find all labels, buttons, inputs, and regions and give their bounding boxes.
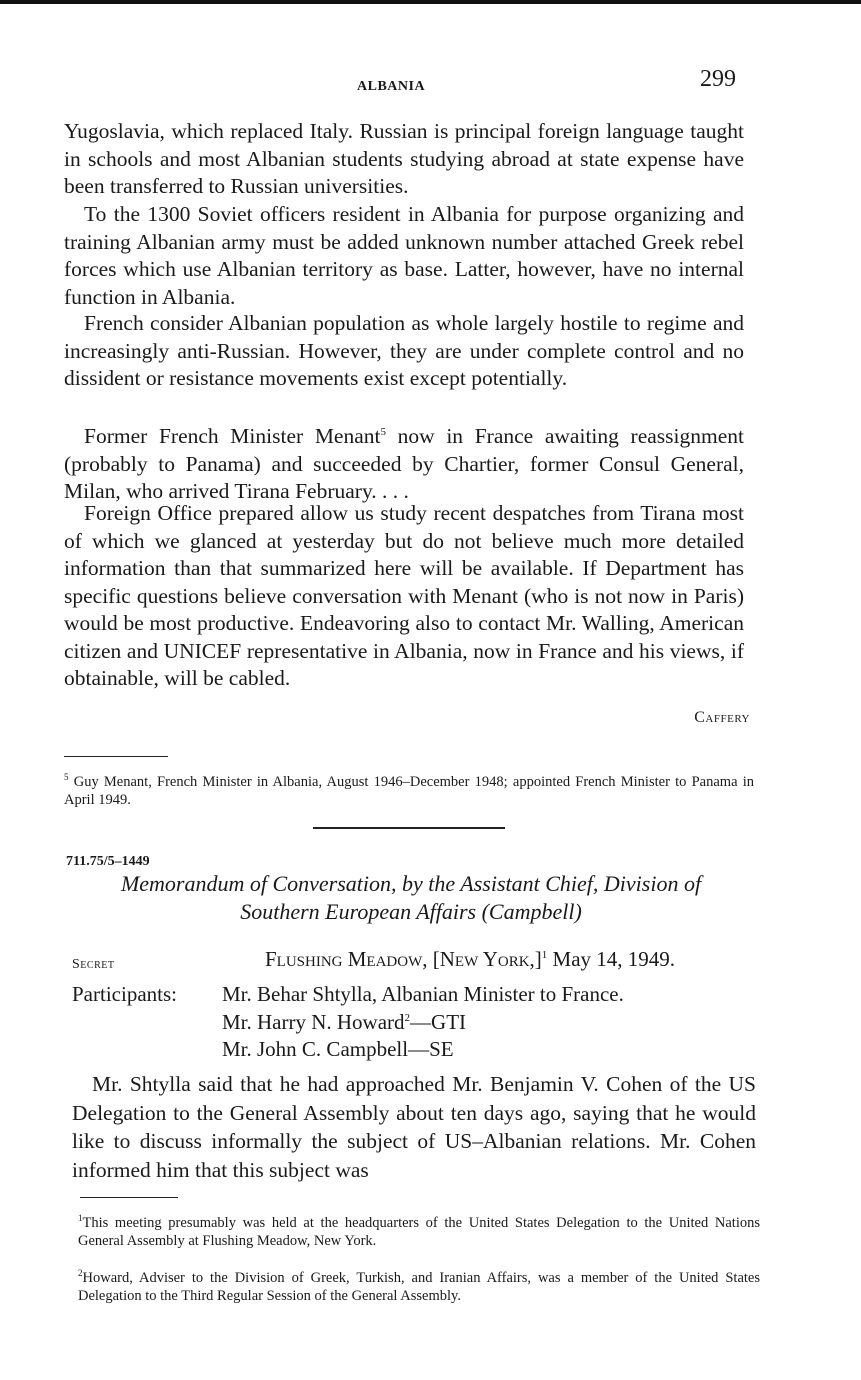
footnote-ref-5: 5 [380, 426, 386, 438]
body-paragraph-3: French consider Albanian population as whole largely hostile to regime and increasingly anti-Russian. However, they are under complete control and no dissident or resistance movements exist except potentially. [64, 311, 744, 390]
body-paragraph-2: To the 1300 Soviet officers resident in Albania for purpose organizing and training Albanian army must be added unknown number attached Greek rebel forces which use Albanian territory as base. Latter, however, have no internal function in Albania. [64, 202, 744, 309]
participant-3: Mr. John C. Campbell—SE [222, 1037, 454, 1061]
footnote-1: $^1$This meeting presumably was held at the headquarters of the United States Delegation to the United Nations General Assembly at Flushing Meadow, New York. [78, 1213, 760, 1249]
page-top-edge [0, 0, 861, 4]
participants-label: Participants: [72, 982, 177, 1006]
memo-paragraph: Mr. Shtylla said that he had approached Mr. Benjamin V. Cohen of the US Delegation to the General Assembly about ten days ago, saying that he would like to discuss informally the subject of US–Albanian relations. Mr. Cohen informed him that this subject was [72, 1072, 756, 1182]
body-paragraph-5: Foreign Office prepared allow us study recent despatches from Tirana most of which we glanced at yesterday but do not believe much more detailed information than that summarized here will be available. If Department has specific questions believe conversation with Menant (who is not now in Paris) would be most productive. Endeavoring also to contact Mr. Walling, American citizen and UNICEF representative in Albania, now in France and his views, if obtainable, will be cabled. [64, 501, 744, 690]
body-paragraph-1: Yugoslavia, which replaced Italy. Russian is principal foreign language taught in schools and most Albanian students studying abroad at state expense have been transferred to Russian universities. [64, 119, 744, 198]
section-divider [313, 827, 505, 829]
body-paragraph-4: Former French Minister Menant$^5$ now in France awaiting reassignment (probably to Panama) and succeeded by Chartier, former Consul General, Milan, who arrived Tirana February. . . . [64, 424, 744, 504]
footnote-5: $^5$ Guy Menant, French Minister in Albania, August 1946–December 1948; appointed French Minister to Panama in April 1949. [64, 772, 754, 808]
file-number: 711.75/5–1449 [66, 854, 150, 869]
footnote-2: $^2$Howard, Adviser to the Division of Greek, Turkish, and Iranian Affairs, was a member of the United States Delegation to the Third Regular Session of the General Assembly. [78, 1268, 760, 1304]
participant-2: Mr. Harry N. Howard$^2$—GTI [222, 1010, 467, 1034]
footnote-ref-2: 2 [404, 1012, 411, 1024]
signature: Caffery [694, 709, 750, 726]
running-head: ALBANIA [357, 79, 426, 94]
participant-1: Mr. Behar Shtylla, Albanian Minister to France. [222, 982, 624, 1006]
place-date-line: Flushing Meadow, [New York,]$^1$ May 14, 1949. [265, 947, 676, 971]
memo-title: Memorandum of Conversation, by the Assistant Chief, Division of Southern European Affairs (Campbell) [120, 871, 702, 924]
page-number: 299 [700, 66, 736, 92]
footnote-rule [64, 756, 168, 757]
footnote-rule-2 [80, 1197, 178, 1198]
footnote-ref-1: 1 [541, 949, 548, 961]
classification-label: Secret [72, 957, 115, 972]
